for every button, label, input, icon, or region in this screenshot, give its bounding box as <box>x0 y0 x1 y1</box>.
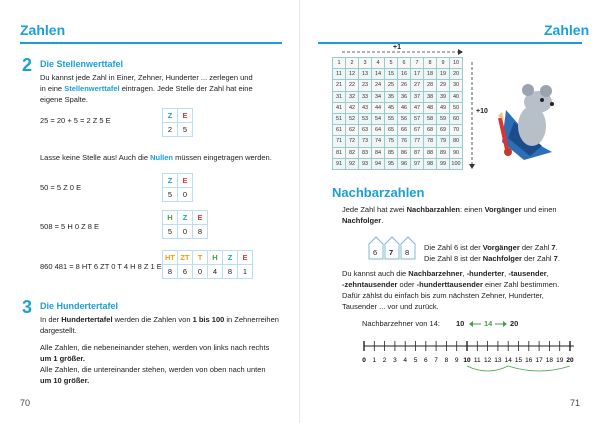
zero-note: Lasse keine Stelle aus! Auch die Nullen müssen eingetragen werden. <box>40 153 272 162</box>
hundred-table-cell: 3 <box>359 58 372 69</box>
left-header-title: Zahlen <box>20 22 66 38</box>
nb-14-label: 14 <box>484 319 493 328</box>
nb-20-label: 20 <box>510 319 519 328</box>
hundred-table-cell: 57 <box>411 113 424 124</box>
hundred-table-row <box>333 58 463 69</box>
hundred-table-cell: 39 <box>437 91 450 102</box>
hundred-table-cell: 73 <box>359 136 372 147</box>
hundred-table-cell: 74 <box>372 136 385 147</box>
hundred-table-cell: 32 <box>346 91 359 102</box>
hundred-table-cell: 49 <box>437 102 450 113</box>
hundred-table-cell: 67 <box>411 125 424 136</box>
hundred-table-cell: 33 <box>359 91 372 102</box>
number-line-tick-label: 4 <box>403 357 408 364</box>
hundred-table-cell: 23 <box>359 80 372 91</box>
number-line-tick-label: 5 <box>413 357 418 364</box>
hundred-table-cell: 1 <box>333 58 346 69</box>
hundred-table-cell: 16 <box>398 69 411 80</box>
hundred-table-row <box>333 125 463 136</box>
hundred-table-row <box>333 113 463 124</box>
hundred-table-cell: 87 <box>411 147 424 158</box>
hundred-table-cell: 4 <box>372 58 385 69</box>
number-line <box>360 338 574 378</box>
hundred-table-cell: 9 <box>437 58 450 69</box>
hundred-table-row <box>333 147 463 158</box>
mouse-mascot-illustration <box>494 82 570 162</box>
number-line-tick-label: 20 <box>566 357 574 364</box>
example-860481: 860 481 = 8 HT 6 ZT 0 T 4 H 8 Z 1 E <box>40 262 162 271</box>
plus1-label: +1 <box>393 44 401 51</box>
hundred-table-cell: 65 <box>385 125 398 136</box>
hundred-table-cell: 24 <box>372 80 385 91</box>
place-value-table-860481: HT ZT T H Z E 8 6 0 4 8 1 <box>162 250 253 279</box>
hundred-table-cell: 12 <box>346 69 359 80</box>
hundred-table-cell: 64 <box>372 125 385 136</box>
arrow-right-icon <box>494 320 508 328</box>
number-line-tick-label: 2 <box>382 357 387 364</box>
number-line-tick-label: 15 <box>514 357 523 364</box>
hundred-table-cell: 91 <box>333 158 346 169</box>
hundred-table-cell: 60 <box>450 113 463 124</box>
hundred-table-cell: 11 <box>333 69 346 80</box>
hundred-table-cell: 45 <box>385 102 398 113</box>
example-508: 508 = 5 H 0 Z 8 E <box>40 222 99 231</box>
section-3-title: Die Hundertertafel <box>40 301 119 311</box>
number-line-tick-label: 8 <box>444 357 449 364</box>
hundred-table-cell: 43 <box>359 102 372 113</box>
hundred-table-cell: 37 <box>411 91 424 102</box>
hundred-table-cell: 89 <box>437 147 450 158</box>
counting-arc <box>467 366 508 371</box>
hundred-table-cell: 84 <box>372 147 385 158</box>
hundred-table-cell: 62 <box>346 125 359 136</box>
hundred-table-cell: 21 <box>333 80 346 91</box>
hundred-table-cell: 88 <box>424 147 437 158</box>
number-line-tick-label: 12 <box>483 357 492 364</box>
hundred-table-cell: 59 <box>437 113 450 124</box>
place-value-table-508: H Z E 5 0 8 <box>162 210 208 239</box>
neighbor-tens-label: Nachbarzehner von 14: <box>362 319 440 328</box>
plus10-label: +10 <box>476 108 488 115</box>
hundred-table-cell: 99 <box>437 158 450 169</box>
section-3-number: 3 <box>22 297 33 317</box>
hundred-table-cell: 6 <box>398 58 411 69</box>
neighbor-intro: Jede Zahl hat zwei Nachbarzahlen: einen Vorgänger und einen Nachfolger. <box>342 205 557 225</box>
number-line-tick-label: 3 <box>393 357 397 364</box>
plus10-arrow <box>468 60 476 170</box>
number-line-tick-label: 19 <box>556 357 564 364</box>
hundred-table-cell: 92 <box>346 158 359 169</box>
number-line-tick-label: 0 <box>362 357 366 364</box>
hundred-table-cell: 40 <box>450 91 463 102</box>
hundred-table-cell: 42 <box>346 102 359 113</box>
hundred-table-cell: 77 <box>411 136 424 147</box>
hundred-table-cell: 34 <box>372 91 385 102</box>
place-value-table-25: Z E 2 5 <box>162 108 193 137</box>
counting-arc <box>508 366 570 371</box>
hundred-table-cell: 10 <box>450 58 463 69</box>
page-number-right: 71 <box>570 398 581 408</box>
hundred-table-row <box>333 91 463 102</box>
hundred-table-cell: 25 <box>385 80 398 91</box>
hundred-table-cell: 52 <box>346 113 359 124</box>
hundred-table-cell: 13 <box>359 69 372 80</box>
hundred-table-cell: 63 <box>359 125 372 136</box>
hundred-table-cell: 93 <box>359 158 372 169</box>
hundred-table-cell: 38 <box>424 91 437 102</box>
hundred-table-row <box>333 136 463 147</box>
number-line-tick-label: 16 <box>525 357 533 364</box>
number-line-tick-label: 7 <box>434 357 438 364</box>
hundred-table-cell: 82 <box>346 147 359 158</box>
hundred-table-cell: 72 <box>346 136 359 147</box>
page-number-left: 70 <box>20 398 31 408</box>
hundred-table-cell: 96 <box>398 158 411 169</box>
hundred-table-cell: 54 <box>372 113 385 124</box>
hundred-table-row <box>333 69 463 80</box>
hundred-table-cell: 5 <box>385 58 398 69</box>
hundred-table-row <box>333 80 463 91</box>
hundred-table-row <box>333 158 463 169</box>
hundred-table-cell: 98 <box>424 158 437 169</box>
section-2-intro: Du kannst jede Zahl in Einer, Zehner, Hunderter ... zerlegen und in eine Stellenwerttafel eintragen. Jede Stelle der Zahl hat eine eigene Spalte. <box>40 73 253 104</box>
hundred-table-cell: 71 <box>333 136 346 147</box>
hundred-table-cell: 29 <box>437 80 450 91</box>
hundred-table-cell: 47 <box>411 102 424 113</box>
hundred-table-cell: 100 <box>450 158 463 169</box>
hundred-table-cell: 46 <box>398 102 411 113</box>
hundred-table-cell: 69 <box>437 125 450 136</box>
hundred-table-cell: 31 <box>333 91 346 102</box>
hundred-table-cell: 36 <box>398 91 411 102</box>
hundred-table-cell: 19 <box>437 69 450 80</box>
hundred-table-cell: 28 <box>424 80 437 91</box>
hundred-table-cell: 27 <box>411 80 424 91</box>
hundred-table-cell: 35 <box>385 91 398 102</box>
hundred-table-cell: 58 <box>424 113 437 124</box>
predecessor-text: Die Zahl 6 ist der Vorgänger der Zahl 7. Die Zahl 8 ist der Nachfolger der Zahl 7. <box>424 243 560 263</box>
hundred-table-cell: 17 <box>411 69 424 80</box>
number-line-tick-label: 14 <box>504 357 512 364</box>
right-header-title: Zahlen <box>544 22 590 38</box>
section-2-title: Die Stellenwerttafel <box>40 59 124 69</box>
example-25: 25 = 20 + 5 = 2 Z 5 E <box>40 116 111 125</box>
section-3-text: In der Hundertertafel werden die Zahlen von 1 bis 100 in Zehnerreihen dargestellt. Alle Zahlen, die nebeneinander stehen, werden von links nach rechts um 1 größer. Alle Zahlen, die untereinander stehen, werden von oben nach unten um 10 größer. <box>40 315 279 385</box>
hundred-table-cell: 56 <box>398 113 411 124</box>
hundred-table-cell: 79 <box>437 136 450 147</box>
hundred-table-cell: 86 <box>398 147 411 158</box>
hundred-table-cell: 61 <box>333 125 346 136</box>
number-line-svg <box>360 338 574 378</box>
hundred-table-cell: 14 <box>372 69 385 80</box>
hundred-table <box>332 57 463 170</box>
left-header-rule <box>20 42 282 44</box>
number-line-tick-label: 17 <box>535 357 543 364</box>
number-line-tick-label: 13 <box>494 357 502 364</box>
hundred-table-cell: 8 <box>424 58 437 69</box>
hundred-table-cell: 22 <box>346 80 359 91</box>
hundred-table-cell: 95 <box>385 158 398 169</box>
hundred-table-cell: 7 <box>411 58 424 69</box>
number-line-tick-label: 18 <box>545 357 554 364</box>
hundred-table-cell: 48 <box>424 102 437 113</box>
number-line-tick-label: 10 <box>463 357 471 364</box>
arrow-left-icon <box>468 320 482 328</box>
example-50: 50 = 5 Z 0 E <box>40 183 82 192</box>
hundred-table-cell: 44 <box>372 102 385 113</box>
nb-10-label: 10 <box>456 319 465 328</box>
neighbor-tens-text: Du kannst auch die Nachbarzehner, -hunderter, -tausender, -zehntausender oder -hunderttausender einer Zahl bestimmen. Dafür zählst du einfach bis zum nächsten Zehner, Hunderter, Tausender ... vor und zurück. <box>342 269 560 311</box>
hundred-table-cell: 94 <box>372 158 385 169</box>
hundred-table-row <box>333 102 463 113</box>
hundred-table-cell: 70 <box>450 125 463 136</box>
place-value-table-50: Z E 5 0 <box>162 173 193 202</box>
hundred-table-cell: 66 <box>398 125 411 136</box>
hundred-table-cell: 90 <box>450 147 463 158</box>
hundred-table-cell: 76 <box>398 136 411 147</box>
hundred-table-cell: 55 <box>385 113 398 124</box>
number-line-tick-label: 1 <box>372 357 377 364</box>
hundred-table-cell: 97 <box>411 158 424 169</box>
hundred-table-cell: 83 <box>359 147 372 158</box>
hundred-table-cell: 68 <box>424 125 437 136</box>
hundred-table-cell: 78 <box>424 136 437 147</box>
hundred-table-cell: 26 <box>398 80 411 91</box>
hundred-table-cell: 30 <box>450 80 463 91</box>
hundred-table-cell: 20 <box>450 69 463 80</box>
hundred-table-cell: 51 <box>333 113 346 124</box>
hundred-table-cell: 15 <box>385 69 398 80</box>
hundred-table-cell: 18 <box>424 69 437 80</box>
neighbor-numbers-title: Nachbarzahlen <box>332 185 425 200</box>
hundred-table-cell: 80 <box>450 136 463 147</box>
hundred-table-cell: 50 <box>450 102 463 113</box>
hundred-table-cell: 85 <box>385 147 398 158</box>
hundred-table-cell: 41 <box>333 102 346 113</box>
section-2-number: 2 <box>22 55 33 75</box>
number-line-tick-label: 11 <box>473 357 481 364</box>
hundred-table-cell: 81 <box>333 147 346 158</box>
hundred-table-cell: 53 <box>359 113 372 124</box>
right-header-rule <box>318 42 582 44</box>
number-line-tick-label: 6 <box>423 357 428 364</box>
hundred-table-cell: 2 <box>346 58 359 69</box>
number-line-tick-label: 9 <box>454 357 459 364</box>
hundred-table-cell: 75 <box>385 136 398 147</box>
